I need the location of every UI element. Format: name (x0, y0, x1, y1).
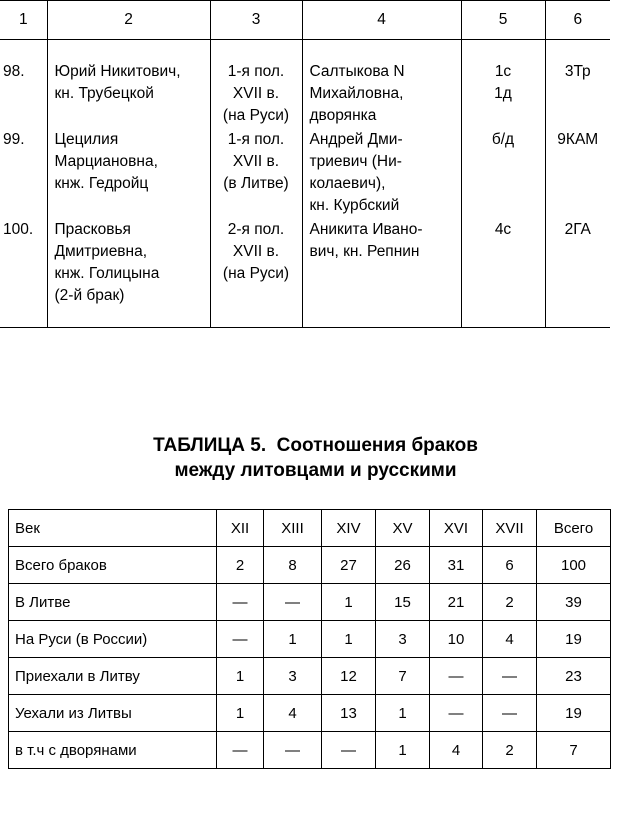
table-cell: 21 (430, 584, 483, 621)
row-number: 100. (0, 217, 47, 328)
table-cell: 6 (483, 547, 537, 584)
table-cell: — (217, 584, 264, 621)
table-cell: 26 (376, 547, 430, 584)
column-header: XVII (483, 510, 537, 547)
table5-caption (0, 433, 631, 483)
table-row (9, 621, 611, 658)
children-count: 4с (461, 217, 545, 328)
table-cell: — (217, 621, 264, 658)
person-name: Юрий Никитович, кн. Трубецкой (47, 40, 210, 128)
table-cell: 1 (264, 621, 322, 658)
spouse-name: Андрей Дми- триевич (Ни- колаевич), кн. Курбский (302, 127, 461, 217)
table-cell: 1 (322, 584, 376, 621)
source-ref: 3Тр (545, 40, 610, 128)
row-number: 99. (3, 131, 25, 148)
table-cell: 7 (537, 732, 611, 769)
row-label: На Руси (в России) (9, 621, 217, 658)
row-label: Приехали в Литву (9, 658, 217, 695)
column-header: Век (9, 510, 217, 547)
table-cell: 13 (322, 695, 376, 732)
table-row (0, 40, 610, 128)
table-cell: 15 (376, 584, 430, 621)
table-row (9, 732, 611, 769)
table-row (0, 127, 610, 217)
table-cell: 4 (430, 732, 483, 769)
table-cell: 100 (537, 547, 611, 584)
table-cell: — (217, 732, 264, 769)
table-cell: 10 (430, 621, 483, 658)
column-header: XIII (264, 510, 322, 547)
table5-subtitle: между литовцами и русскими (174, 460, 457, 481)
table-row (9, 658, 611, 695)
column-header: Всего (537, 510, 611, 547)
table-row (9, 695, 611, 732)
table-row (9, 547, 611, 584)
column-header: 5 (461, 1, 545, 40)
table-cell: 2 (483, 584, 537, 621)
table-cell: 1 (376, 732, 430, 769)
table-cell: — (264, 732, 322, 769)
column-header: 4 (302, 1, 461, 40)
table-cell: 4 (483, 621, 537, 658)
table-cell: 2 (217, 547, 264, 584)
table-header-row (9, 510, 611, 547)
column-header: XV (376, 510, 430, 547)
column-header: 3 (210, 1, 302, 40)
table-cell: 31 (430, 547, 483, 584)
table-cell: — (483, 695, 537, 732)
table-cell: — (430, 695, 483, 732)
column-header: 2 (47, 1, 210, 40)
table-cell: — (264, 584, 322, 621)
table-cell: — (322, 732, 376, 769)
source-ref: 9КАМ (545, 127, 610, 217)
person-name: Цецилия Марциановна, кнж. Гедройц (47, 127, 210, 217)
table-cell: — (430, 658, 483, 695)
table-cell: — (483, 658, 537, 695)
marriage-period: 1-я пол. XVII в. (в Литве) (210, 127, 302, 217)
column-header: 6 (545, 1, 610, 40)
table-cell: 27 (322, 547, 376, 584)
spouse-name: Аникита Ивано- вич, кн. Репнин (302, 217, 461, 328)
column-header: XII (217, 510, 264, 547)
column-header: XIV (322, 510, 376, 547)
table-cell: 1 (217, 658, 264, 695)
table-row (9, 584, 611, 621)
table-row (0, 217, 610, 328)
column-header: XVI (430, 510, 483, 547)
table-cell: 4 (264, 695, 322, 732)
table-cell: 3 (264, 658, 322, 695)
marriages-table-continuation (0, 0, 610, 328)
table-cell: 39 (537, 584, 611, 621)
marriage-period: 1-я пол. XVII в. (на Руси) (210, 40, 302, 128)
row-number: 98. (3, 63, 25, 80)
table-cell: 3 (376, 621, 430, 658)
table-cell: 1 (322, 621, 376, 658)
table-cell: 2 (483, 732, 537, 769)
row-label: в т.ч с дворянами (9, 732, 217, 769)
table5-marriage-ratio (8, 509, 611, 769)
table-header-row (0, 1, 610, 40)
children-count: 1с 1д (461, 40, 545, 128)
table-cell: 7 (376, 658, 430, 695)
row-label: Всего браков (9, 547, 217, 584)
table-cell: 19 (537, 621, 611, 658)
person-name: Прасковья Дмитриевна, кнж. Голицына (2-й брак) (47, 217, 210, 328)
marriage-period: 2-я пол. XVII в. (на Руси) (210, 217, 302, 328)
table-cell: 1 (217, 695, 264, 732)
spouse-name: Салтыкова N Михайловна, дворянка (302, 40, 461, 128)
table-cell: 8 (264, 547, 322, 584)
row-label: Уехали из Литвы (9, 695, 217, 732)
column-header: 1 (0, 1, 47, 40)
source-ref: 2ГА (545, 217, 610, 328)
table-cell: 19 (537, 695, 611, 732)
table-cell: 1 (376, 695, 430, 732)
children-count: б/д (461, 127, 545, 217)
table-cell: 23 (537, 658, 611, 695)
table-cell: 12 (322, 658, 376, 695)
table5-title: ТАБЛИЦА 5. Соотношения браков (153, 435, 478, 456)
row-label: В Литве (9, 584, 217, 621)
